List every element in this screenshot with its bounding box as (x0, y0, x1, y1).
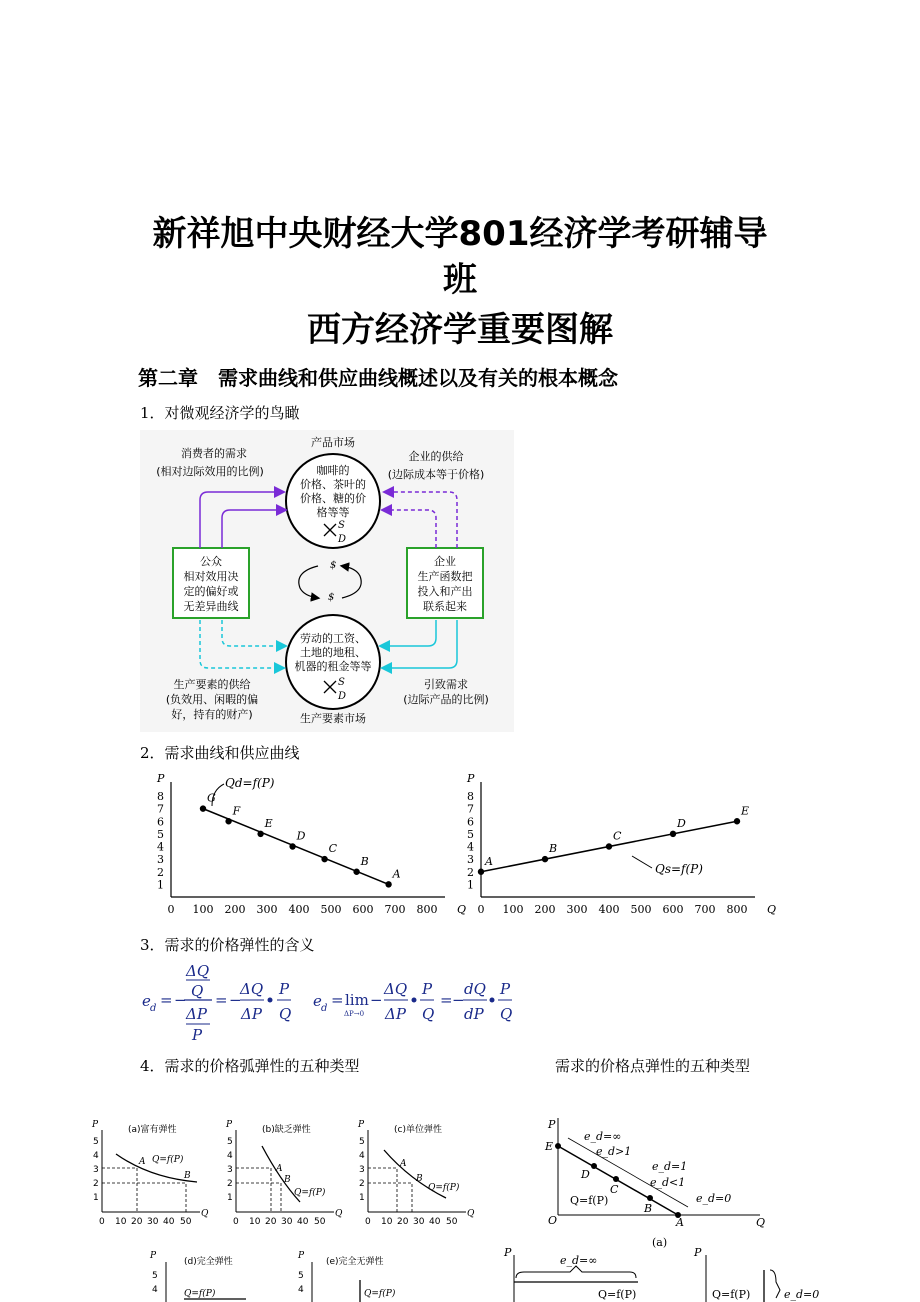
demand-xlabel: Q (457, 903, 467, 916)
xtick: 30 (281, 1217, 293, 1227)
xtick: 50 (314, 1217, 326, 1227)
label-P-bottom: P (504, 1246, 512, 1259)
xtick: 50 (180, 1217, 192, 1227)
eq-sign: = (440, 991, 453, 1009)
eq-sign: = (215, 991, 228, 1009)
firm-supply-label: 企业的供给 (408, 450, 464, 463)
frac4-dP: dP (464, 1005, 484, 1023)
ytick: 1 (227, 1193, 233, 1203)
section-3-heading: 3．需求的价格弹性的含义 (140, 936, 315, 954)
ytick: 3 (359, 1165, 365, 1175)
arc-P: P (226, 1120, 233, 1130)
demand-point-label: D (296, 829, 306, 843)
frac-Q: Q (191, 982, 204, 1000)
section-1-heading: 1．对微观经济学的鸟瞰 (140, 404, 300, 422)
caption-a: (a) (652, 1236, 668, 1249)
demand-ytick: 7 (157, 802, 164, 816)
arc-a-title: (a)富有弹性 (128, 1125, 177, 1135)
factor-supply-line: (负效用、闲暇的偏 (165, 693, 259, 706)
demand-formula: Qd=f(P) (225, 776, 275, 790)
ed-sub-2: d (321, 1003, 328, 1014)
ytick: 5 (152, 1271, 158, 1281)
firm-box-line: 生产函数把 (417, 570, 473, 583)
arc-e-title: (e)完全无弹性 (326, 1257, 384, 1267)
frac3-Q: Q (422, 1005, 435, 1023)
xtick: 40 (297, 1217, 309, 1227)
demand-point-label: B (360, 854, 369, 868)
supply-xtick: 600 (662, 903, 684, 916)
demand-ytick: 6 (157, 815, 164, 829)
s-label-top: S (338, 520, 345, 531)
ytick: 1 (359, 1193, 365, 1203)
ytick: 1 (93, 1193, 99, 1203)
xtick: 20 (397, 1217, 409, 1227)
supply-xtick: 500 (630, 903, 652, 916)
arc-fn: Q=f(P) (364, 1289, 396, 1299)
arc-fn: Q=f(P) (152, 1155, 184, 1165)
ytick: 2 (359, 1179, 365, 1189)
public-box-line: 无差异曲线 (183, 600, 239, 613)
arc-P: P (92, 1120, 99, 1130)
frac3-P: P (422, 980, 433, 998)
eq-sign: = (331, 991, 344, 1009)
xtick: 0 (365, 1217, 371, 1227)
brace2 (770, 1270, 780, 1298)
demand-point-label: C (328, 842, 338, 856)
ytick: 5 (227, 1137, 233, 1147)
label-O: O (548, 1214, 558, 1227)
demand-ytick: 2 (157, 865, 164, 879)
s-label-bottom: S (338, 677, 345, 688)
dollar-bottom: $ (328, 592, 335, 603)
demand-xtick: 800 (416, 903, 438, 916)
firm-box-line: 企业 (434, 555, 456, 568)
supply-ytick: 7 (467, 802, 474, 816)
label-P-bottom-2: P (694, 1246, 702, 1259)
firm-supply-sub: (边际成本等于价格) (387, 468, 485, 481)
frac4-dQ: dQ (464, 980, 486, 998)
xtick: 0 (233, 1217, 239, 1227)
supply-formula: Qs=f(P) (655, 862, 703, 876)
ed-inf: e_d=∞ (584, 1130, 622, 1143)
ytick: 4 (359, 1151, 365, 1161)
supply-ytick: 2 (467, 865, 474, 879)
bottom-inf: e_d=∞ (560, 1254, 598, 1267)
arc-A: A (400, 1159, 407, 1169)
arc-fn: Q=f(P) (294, 1188, 326, 1198)
arc-P: P (298, 1251, 305, 1261)
ytick: 5 (298, 1271, 304, 1281)
supply-ytick: 4 (467, 840, 474, 854)
supply-xtick: 100 (502, 903, 524, 916)
demand-ytick: 1 (157, 878, 164, 892)
xtick: 30 (413, 1217, 425, 1227)
supply-ylabel: P (467, 772, 475, 785)
ed-sub: d (150, 1003, 157, 1014)
demand-ytick: 8 (157, 790, 164, 803)
product-circle-line: 价格、茶叶的 (300, 478, 366, 491)
label-A: A (676, 1216, 684, 1229)
ytick: 4 (227, 1151, 233, 1161)
ed-symbol: e (142, 992, 151, 1010)
brace (516, 1266, 636, 1278)
arc-B: B (416, 1174, 423, 1184)
xtick: 10 (381, 1217, 393, 1227)
xtick: 30 (147, 1217, 159, 1227)
frac2-P: P (279, 980, 290, 998)
factor-circle-line: 土地的地租、 (300, 646, 366, 659)
demand-point-label: A (392, 867, 401, 881)
consumer-demand-label: 消费者的需求 (181, 447, 247, 460)
ytick: 2 (227, 1179, 233, 1189)
minus-sign: − (370, 991, 383, 1009)
public-box-line: 定的偏好或 (183, 585, 239, 598)
arc-Q: Q (467, 1209, 475, 1219)
lim-sub: ΔP→0 (344, 1010, 365, 1018)
ytick: 2 (93, 1179, 99, 1189)
demand-point-label: G (207, 791, 216, 805)
supply-point-label: D (677, 816, 686, 830)
supply-xtick: 400 (598, 903, 620, 916)
arc-d-title: (d)完全弹性 (184, 1257, 233, 1267)
minus-sign: − (174, 991, 187, 1009)
demand-xtick: 500 (320, 903, 342, 916)
frac3-dP: ΔP (385, 1005, 406, 1023)
arc-fn: Q=f(P) (184, 1289, 216, 1299)
supply-xtick: 800 (726, 903, 748, 916)
arc-P: P (358, 1120, 365, 1130)
supply-ytick: 6 (467, 815, 474, 829)
supply-point-label: A (485, 854, 493, 868)
eq-sign: = (160, 991, 173, 1009)
chapter-heading: 第二章 需求曲线和供应曲线概述以及有关的根本概念 (138, 366, 618, 390)
frac-P: P (192, 1026, 203, 1044)
point-E (555, 1143, 561, 1149)
xtick: 10 (115, 1217, 127, 1227)
xtick: 50 (446, 1217, 458, 1227)
derived-demand-line: 引致需求 (424, 678, 468, 691)
ytick: 5 (359, 1137, 365, 1147)
section-4-heading: 4．需求的价格弧弹性的五种类型 (140, 1057, 360, 1075)
xtick: 40 (163, 1217, 175, 1227)
doc-title-line2: 班 (443, 260, 477, 300)
demand-xtick: 200 (224, 903, 246, 916)
demand-ytick: 4 (157, 840, 164, 854)
demand-xtick: 400 (288, 903, 310, 916)
supply-ytick: 8 (467, 790, 474, 803)
supply-ytick: 1 (467, 878, 474, 892)
ed-eq1: e_d=1 (652, 1160, 688, 1173)
firm-box-line: 联系起来 (423, 600, 467, 613)
minus-sign: − (452, 991, 465, 1009)
ed-symbol-2: e (313, 992, 322, 1010)
doc-title-line3: 西方经济学重要图解 (307, 310, 613, 350)
label-D: D (581, 1168, 590, 1181)
supply-xtick: 200 (534, 903, 556, 916)
bottom-fn: Q=f(P) (598, 1288, 637, 1301)
demand-ylabel: P (157, 772, 165, 785)
arc-P: P (150, 1251, 157, 1261)
xtick: 40 (429, 1217, 441, 1227)
frac-dQ: ΔQ (186, 962, 210, 980)
bottom-zero: e_d=0 (784, 1288, 820, 1301)
supply-xtick: 300 (566, 903, 588, 916)
lim-text: lim (345, 991, 369, 1009)
point-fn: Q=f(P) (570, 1194, 609, 1207)
label-B: B (644, 1202, 653, 1215)
factor-circle-line: 劳动的工资、 (300, 632, 366, 645)
factor-supply-line: 好，持有的财产) (171, 708, 253, 721)
firm-box-line: 投入和产出 (417, 585, 473, 598)
supply-point-label: C (613, 829, 622, 843)
dollar-top: $ (330, 560, 337, 571)
frac2-Q: Q (279, 1005, 292, 1023)
xtick: 20 (131, 1217, 143, 1227)
arc-B: B (184, 1171, 191, 1181)
ytick: 4 (152, 1285, 158, 1295)
supply-xtick: 700 (694, 903, 716, 916)
demand-ytick: 5 (157, 827, 164, 841)
supply-point-label: E (741, 804, 750, 818)
xtick: 10 (249, 1217, 261, 1227)
demand-xtick: 700 (384, 903, 406, 916)
factor-circle-line: 机器的租金等等 (294, 660, 372, 673)
supply-xtick: 0 (477, 903, 485, 916)
product-circle-line: 价格、糖的价 (300, 492, 366, 505)
xtick: 20 (265, 1217, 277, 1227)
arc-fn: Q=f(P) (428, 1183, 460, 1193)
doc-title-line1: 新祥旭中央财经大学801经济学考研辅导 (152, 214, 768, 254)
section-2-heading: 2．需求曲线和供应曲线 (140, 744, 300, 762)
point-B (647, 1195, 653, 1201)
product-circle-line: 格等等 (316, 506, 350, 519)
product-market-label: 产品市场 (311, 436, 355, 449)
demand-point-label: E (264, 816, 273, 830)
arc-A: A (276, 1164, 283, 1174)
supply-xlabel: Q (767, 903, 777, 916)
demand-xtick: 0 (167, 903, 175, 916)
product-circle-line: 咖啡的 (316, 464, 350, 477)
d-label-top: D (338, 534, 347, 545)
supply-ytick: 5 (467, 827, 474, 841)
minus-sign: − (229, 991, 242, 1009)
bottom-fn-2: Q=f(P) (712, 1288, 751, 1301)
arc-c-title: (c)单位弹性 (394, 1125, 442, 1135)
xtick: 0 (99, 1217, 105, 1227)
ed-lt1: e_d<1 (650, 1176, 686, 1189)
label-Q: Q (756, 1216, 766, 1229)
frac2-dQ: ΔQ (240, 980, 264, 998)
frac4-P: P (500, 980, 511, 998)
ytick: 5 (93, 1137, 99, 1147)
ed-gt1: e_d>1 (596, 1145, 632, 1158)
supply-point-label: B (549, 842, 558, 856)
ytick: 3 (93, 1165, 99, 1175)
ed-zero: e_d=0 (696, 1192, 732, 1205)
d-label-bottom: D (338, 691, 347, 702)
point-D (591, 1163, 597, 1169)
ytick: 4 (298, 1285, 304, 1295)
supply-ytick: 3 (467, 853, 474, 867)
ytick: 4 (93, 1151, 99, 1161)
label-P: P (548, 1118, 556, 1131)
ytick: 3 (227, 1165, 233, 1175)
demand-xtick: 100 (192, 903, 214, 916)
point-C (613, 1176, 619, 1182)
arc-A: A (139, 1157, 146, 1167)
frac4-Q: Q (500, 1005, 513, 1023)
frac3-dQ: ΔQ (384, 980, 408, 998)
demand-xtick: 300 (256, 903, 278, 916)
factor-market-label: 生产要素市场 (300, 712, 366, 725)
label-E: E (545, 1140, 554, 1153)
consumer-demand-sub: (相对边际效用的比例) (156, 465, 264, 478)
section-4b-heading: 需求的价格点弹性的五种类型 (555, 1057, 751, 1075)
label-C: C (610, 1183, 619, 1196)
frac-dP: ΔP (186, 1005, 207, 1023)
factor-supply-line: 生产要素的供给 (173, 678, 251, 691)
derived-demand-line: (边际产品的比例) (403, 693, 489, 706)
demand-xtick: 600 (352, 903, 374, 916)
arc-Q: Q (335, 1209, 343, 1219)
frac2-dP: ΔP (241, 1005, 262, 1023)
public-box-line: 公众 (200, 555, 222, 568)
public-box-line: 相对效用决 (183, 570, 239, 583)
demand-point-label: F (232, 804, 241, 818)
demand-ytick: 3 (157, 853, 164, 867)
arc-Q: Q (201, 1209, 209, 1219)
arc-b-title: (b)缺乏弹性 (262, 1125, 311, 1135)
arc-B: B (284, 1175, 291, 1185)
